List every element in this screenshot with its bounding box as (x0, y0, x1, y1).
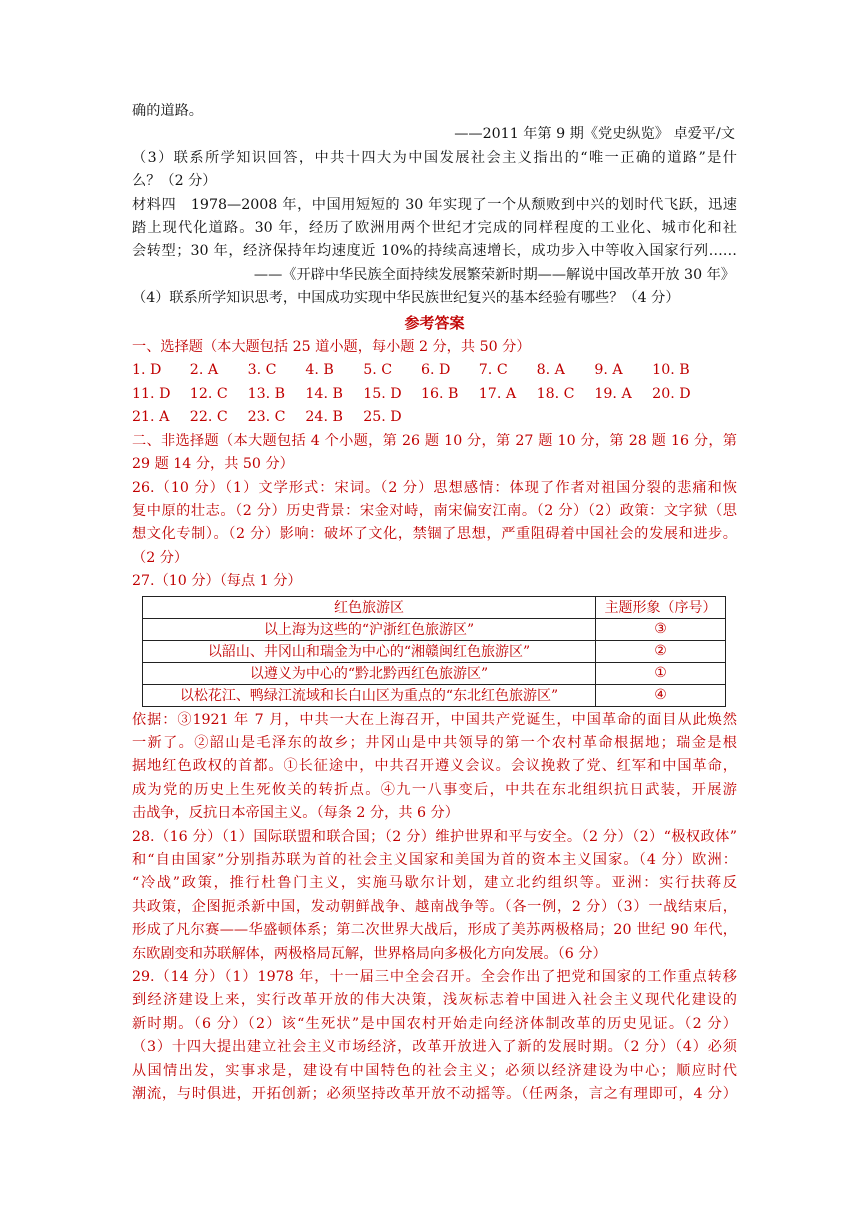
choice-answer: 4. B (305, 362, 334, 379)
choice-row (132, 359, 737, 382)
answer-line: 潮流，与时俱进，开拓创新；必须坚持改革开放不动摇等。（任两条，言之有理即可，4 分） (132, 1086, 737, 1103)
table-row (143, 684, 726, 706)
text-line: 么？（2 分） (132, 173, 217, 190)
table-header-row (143, 596, 726, 618)
choice-answer: 8. A (536, 362, 565, 379)
choice-answer: 22. C (189, 409, 228, 426)
answer-line: 据地红色政权的首都。①长征途中，中共召开遵义会议。会议挽救了党、红军和中国革命， (132, 758, 737, 775)
answer-line: 到经济建设上来，实行改革开放的伟大决策，浅灰标志着中国进入社会主义现代化建设的 (132, 992, 737, 1009)
answer-line: 形成了凡尔赛——华盛顿体系；第二次世界大战后，形成了美苏两极格局；20 世纪 90 年代， (132, 922, 737, 939)
answer-line: 从国情出发，实事求是，建设有中国特色的社会主义；必须以经济建设为中心；顺应时代 (132, 1062, 737, 1079)
table-cell: 以遵义为中心的“黔北黔西红色旅游区” (143, 662, 596, 684)
table-header-cell: 红色旅游区 (143, 596, 596, 618)
choice-answer: 11. D (132, 385, 171, 402)
section1-title: 一、选择题（本大题包括 25 道小题，每小题 2 分，共 50 分） (132, 339, 531, 356)
answer-line: 依据：③1921 年 7 月，中共一大在上海召开，中国共产党诞生，中国革命的面目从此焕然 (132, 711, 737, 728)
choice-answer: 24. B (305, 409, 343, 426)
choice-answer: 1. D (132, 362, 162, 379)
choice-answer: 9. A (594, 362, 623, 379)
answer-line: 29.（14 分）（1）1978 年，十一届三中全会召开。全会作出了把党和国家的工作重点转移 (132, 969, 737, 985)
section2-block (132, 430, 737, 594)
answer-line: 28.（16 分）（1）国际联盟和联合国；（2 分）维护世界和平与安全。（2 分）（2）“极权政体” (132, 828, 737, 845)
choice-row (132, 383, 737, 406)
table-cell: 以上海为这些的“沪浙红色旅游区” (143, 618, 596, 640)
choice-answer: 6. D (420, 362, 451, 379)
choice-answer: 13. B (247, 385, 286, 402)
table-row (143, 618, 726, 640)
choice-answer: 21. A (132, 409, 170, 426)
table-row (143, 662, 726, 684)
answer-line: 复中原的壮志。（2 分）历史背景：宋金对峙，南宋偏安江南。（2 分）（2）政策：文字狱（思 (132, 502, 737, 519)
text-line: （4）联系所学知识思考，中国成功实现中华民族世纪复兴的基本经验有哪些？（4 分） (132, 290, 680, 307)
answer-line: 二、非选择题（本大题包括 4 个小题，第 26 题 10 分，第 27 题 10 分，第 28 题 16 分，第 (132, 432, 737, 449)
text-line: 确的道路。 (132, 103, 203, 119)
choice-answer: 17. A (478, 385, 517, 402)
text-line: 会转型；30 年，经济保持年均速度近 10%的持续高速增长，成功步入中等收入国家行列…… (132, 243, 737, 260)
text-line: （3）联系所学知识回答，中共十四大为中国发展社会主义指出的“唯一正确的道路”是什 (132, 149, 737, 166)
table-row (143, 640, 726, 662)
table-header-cell: 主题形象（序号） (596, 596, 726, 618)
table-cell: 以松花江、鸭绿江流域和长白山区为重点的“东北红色旅游区” (143, 684, 596, 706)
choice-answer: 14. B (305, 385, 343, 402)
answer-line: 东欧剧变和苏联解体，两极格局瓦解，世界格局向多极化方向发展。（6 分） (132, 945, 607, 962)
text-line: ——2011 年第 9 期《党史纵览》 卓爱平/文 (454, 126, 735, 143)
choice-answer: 15. D (363, 385, 402, 402)
table-cell: ② (596, 640, 726, 662)
choice-answer: 16. B (420, 385, 459, 402)
table-cell: ① (596, 662, 726, 684)
answer-line: 29 题 14 分，共 50 分） (132, 456, 294, 473)
choice-answer: 23. C (247, 409, 286, 426)
choice-answer: 25. D (363, 409, 402, 426)
answer-line: 想文化专制）。（2 分）影响：破坏了文化，禁锢了思想，严重阻碍着中国社会的发展和进步。 (132, 526, 737, 543)
answer-line: 26.（10 分）（1）文学形式：宋词。（2 分）思想感情：体现了作者对祖国分裂的悲痛和恢 (132, 479, 737, 496)
choice-answer: 12. C (189, 385, 228, 402)
choice-answer: 18. C (536, 385, 575, 402)
choice-answer: 3. C (247, 362, 277, 379)
answer-line: 击战争，反抗日本帝国主义。（每条 2 分，共 6 分） (132, 805, 459, 822)
red-tourism-table (142, 596, 726, 707)
answer-line: 共政策，企图扼杀新中国，发动朝鲜战争、越南战争等。（各一例，2 分）（3）一战结束后， (132, 898, 737, 915)
choice-answer: 19. A (594, 385, 632, 402)
answer-title: 参考答案 (404, 313, 465, 332)
answer-line: 新时期。（6 分）（2）该“生死状”是中国农村开始走向经济体制改革的历史见证。（2 分） (132, 1015, 737, 1032)
choice-answer: 2. A (189, 362, 219, 379)
answer-line: 成为党的历史上生死攸关的转折点。④九一八事变后，中共在东北组织抗日武装，开展游 (132, 781, 737, 798)
answer-line: “冷战”政策，推行杜鲁门主义，实施马歇尔计划，建立北约组织等。亚洲：实行扶蒋反 (132, 875, 737, 892)
table-cell: 以韶山、井冈山和瑞金为中心的“湘赣闽红色旅游区” (143, 640, 596, 662)
answer-line: 27.（10 分）（每点 1 分） (132, 573, 302, 590)
document-page (132, 100, 737, 1106)
choice-answer: 10. B (652, 362, 690, 379)
question-text-block (132, 100, 737, 311)
choice-answers (132, 359, 737, 429)
answer-line: （2 分） (132, 549, 189, 566)
table-cell: ④ (596, 684, 726, 706)
answer-line: （3）十四大提出建立社会主义市场经济，改革开放进入了新的发展时期。（2 分）（4）必须 (132, 1039, 737, 1056)
text-line: 材料四 1978—2008 年，中国用短短的 30 年实现了一个从颓败到中兴的划时代飞跃，迅速 (132, 196, 737, 213)
choice-answer: 5. C (363, 362, 393, 379)
answer-explanation-block (132, 709, 737, 1107)
choice-answer: 7. C (478, 362, 508, 379)
text-line: ——《开辟中华民族全面持续发展繁荣新时期——解说中国改革开放 30 年》 (253, 266, 735, 283)
text-line: 踏上现代化道路。30 年，经历了欧洲用两个世纪才完成的同样程度的工业化、城市化和社 (132, 220, 737, 237)
answer-line: 和“自由国家”分别指苏联为首的社会主义国家和美国为首的资本主义国家。（4 分）欧洲： (132, 851, 737, 868)
choice-answer: 20. D (652, 385, 691, 402)
table-cell: ③ (596, 618, 726, 640)
answer-line: 一新了。②韶山是毛泽东的故乡；井冈山是中共领导的第一个农村革命根据地；瑞金是根 (132, 734, 737, 751)
choice-row (132, 406, 737, 429)
